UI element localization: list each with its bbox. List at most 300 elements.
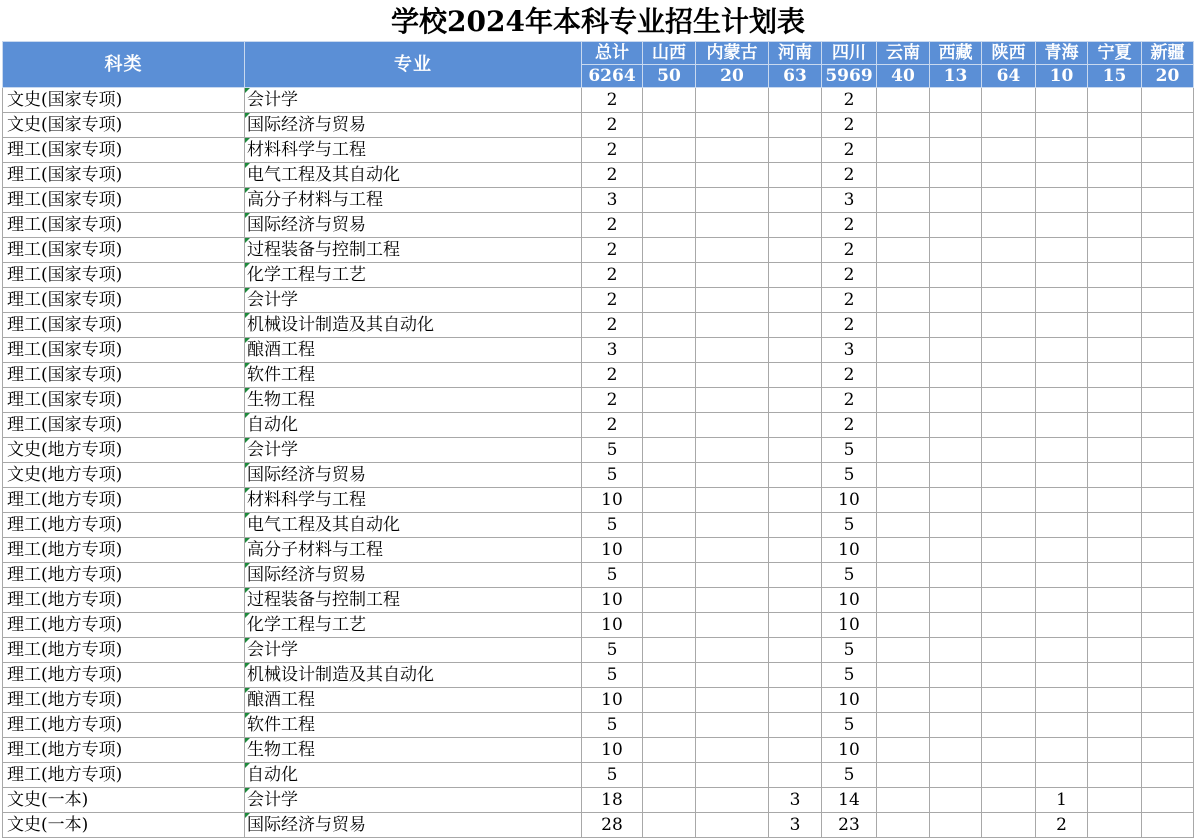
cell-value[interactable] — [1036, 213, 1088, 238]
cell-value[interactable] — [1088, 138, 1142, 163]
cell-value[interactable] — [769, 88, 822, 113]
cell-value[interactable] — [982, 738, 1036, 763]
cell-value[interactable] — [930, 313, 982, 338]
cell-value[interactable] — [982, 563, 1036, 588]
cell-value[interactable] — [930, 388, 982, 413]
cell-major[interactable]: 酿酒工程 — [245, 688, 582, 713]
cell-value[interactable] — [643, 613, 696, 638]
cell-value[interactable] — [1142, 763, 1194, 788]
cell-category[interactable]: 理工(国家专项) — [3, 363, 245, 388]
cell-value[interactable]: 2 — [582, 138, 643, 163]
cell-value[interactable] — [643, 338, 696, 363]
cell-value[interactable] — [769, 738, 822, 763]
cell-value[interactable] — [1088, 463, 1142, 488]
cell-value[interactable]: 5 — [822, 638, 877, 663]
cell-value[interactable] — [877, 738, 930, 763]
cell-value[interactable] — [643, 788, 696, 813]
cell-value[interactable] — [1088, 738, 1142, 763]
cell-value[interactable] — [877, 388, 930, 413]
cell-category[interactable]: 理工(国家专项) — [3, 388, 245, 413]
column-header-region[interactable]: 宁夏 — [1088, 42, 1142, 65]
cell-major[interactable]: 生物工程 — [245, 738, 582, 763]
cell-category[interactable]: 理工(地方专项) — [3, 688, 245, 713]
cell-category[interactable]: 理工(地方专项) — [3, 638, 245, 663]
cell-category[interactable]: 理工(国家专项) — [3, 413, 245, 438]
cell-value[interactable] — [696, 413, 769, 438]
cell-value[interactable]: 3 — [822, 338, 877, 363]
cell-category[interactable]: 文史(国家专项) — [3, 88, 245, 113]
cell-category[interactable]: 文史(一本) — [3, 813, 245, 838]
cell-value[interactable] — [930, 213, 982, 238]
cell-value[interactable]: 2 — [582, 363, 643, 388]
cell-value[interactable] — [930, 563, 982, 588]
cell-category[interactable]: 理工(国家专项) — [3, 138, 245, 163]
cell-value[interactable] — [877, 438, 930, 463]
cell-value[interactable] — [877, 813, 930, 838]
cell-value[interactable] — [643, 388, 696, 413]
cell-value[interactable] — [1088, 638, 1142, 663]
cell-major[interactable]: 自动化 — [245, 763, 582, 788]
cell-value[interactable] — [1142, 213, 1194, 238]
cell-value[interactable] — [877, 213, 930, 238]
cell-category[interactable]: 理工(国家专项) — [3, 238, 245, 263]
column-total-region[interactable]: 5969 — [822, 65, 877, 88]
cell-value[interactable] — [643, 238, 696, 263]
cell-value[interactable]: 2 — [582, 238, 643, 263]
cell-major[interactable]: 高分子材料与工程 — [245, 538, 582, 563]
cell-value[interactable] — [1088, 363, 1142, 388]
cell-value[interactable] — [877, 513, 930, 538]
cell-value[interactable]: 10 — [582, 488, 643, 513]
cell-value[interactable] — [1088, 538, 1142, 563]
cell-value[interactable] — [769, 363, 822, 388]
cell-value[interactable] — [1142, 663, 1194, 688]
cell-value[interactable] — [930, 363, 982, 388]
cell-value[interactable] — [930, 138, 982, 163]
column-header-category[interactable]: 科类 — [3, 42, 245, 88]
cell-value[interactable]: 5 — [822, 463, 877, 488]
cell-category[interactable]: 文史(一本) — [3, 788, 245, 813]
cell-value[interactable] — [643, 688, 696, 713]
cell-value[interactable] — [643, 488, 696, 513]
cell-value[interactable] — [930, 613, 982, 638]
cell-value[interactable] — [643, 538, 696, 563]
cell-value[interactable]: 2 — [822, 263, 877, 288]
cell-category[interactable]: 理工(地方专项) — [3, 663, 245, 688]
cell-value[interactable] — [982, 813, 1036, 838]
cell-value[interactable]: 10 — [822, 488, 877, 513]
cell-value[interactable] — [696, 563, 769, 588]
cell-value[interactable]: 2 — [582, 88, 643, 113]
cell-value[interactable] — [1142, 188, 1194, 213]
column-total-region[interactable]: 10 — [1036, 65, 1088, 88]
cell-major[interactable]: 软件工程 — [245, 363, 582, 388]
cell-value[interactable]: 5 — [582, 663, 643, 688]
cell-major[interactable]: 国际经济与贸易 — [245, 813, 582, 838]
cell-value[interactable] — [930, 438, 982, 463]
cell-value[interactable] — [769, 313, 822, 338]
cell-category[interactable]: 理工(地方专项) — [3, 613, 245, 638]
cell-category[interactable]: 理工(国家专项) — [3, 213, 245, 238]
cell-value[interactable] — [877, 688, 930, 713]
cell-value[interactable] — [1142, 488, 1194, 513]
cell-value[interactable] — [1036, 113, 1088, 138]
cell-value[interactable]: 3 — [769, 813, 822, 838]
cell-value[interactable] — [696, 513, 769, 538]
cell-value[interactable] — [769, 438, 822, 463]
cell-value[interactable]: 10 — [822, 613, 877, 638]
cell-major[interactable]: 高分子材料与工程 — [245, 188, 582, 213]
cell-value[interactable] — [982, 513, 1036, 538]
cell-value[interactable] — [643, 663, 696, 688]
cell-value[interactable]: 10 — [822, 538, 877, 563]
cell-value[interactable] — [696, 113, 769, 138]
cell-value[interactable] — [982, 113, 1036, 138]
column-total-region[interactable]: 13 — [930, 65, 982, 88]
cell-value[interactable] — [643, 363, 696, 388]
cell-value[interactable] — [982, 138, 1036, 163]
cell-major[interactable]: 会计学 — [245, 788, 582, 813]
cell-value[interactable]: 18 — [582, 788, 643, 813]
cell-value[interactable] — [1142, 613, 1194, 638]
cell-value[interactable] — [930, 538, 982, 563]
cell-value[interactable] — [877, 263, 930, 288]
cell-value[interactable]: 5 — [822, 663, 877, 688]
cell-value[interactable] — [930, 763, 982, 788]
cell-value[interactable] — [982, 763, 1036, 788]
cell-value[interactable] — [769, 213, 822, 238]
cell-value[interactable] — [930, 713, 982, 738]
cell-value[interactable] — [930, 588, 982, 613]
cell-value[interactable] — [1036, 313, 1088, 338]
column-total-region[interactable]: 63 — [769, 65, 822, 88]
cell-major[interactable]: 自动化 — [245, 413, 582, 438]
cell-major[interactable]: 酿酒工程 — [245, 338, 582, 363]
cell-value[interactable] — [1036, 188, 1088, 213]
cell-value[interactable] — [696, 213, 769, 238]
cell-value[interactable]: 2 — [822, 388, 877, 413]
cell-category[interactable]: 文史(国家专项) — [3, 113, 245, 138]
cell-value[interactable]: 5 — [582, 513, 643, 538]
cell-value[interactable] — [1088, 388, 1142, 413]
cell-value[interactable] — [1142, 638, 1194, 663]
cell-value[interactable] — [1088, 713, 1142, 738]
cell-major[interactable]: 化学工程与工艺 — [245, 263, 582, 288]
cell-value[interactable] — [1036, 238, 1088, 263]
cell-value[interactable] — [1088, 763, 1142, 788]
cell-major[interactable]: 材料科学与工程 — [245, 138, 582, 163]
cell-value[interactable] — [982, 313, 1036, 338]
cell-value[interactable] — [1088, 438, 1142, 463]
cell-value[interactable]: 2 — [822, 413, 877, 438]
cell-value[interactable] — [769, 238, 822, 263]
cell-value[interactable] — [1088, 213, 1142, 238]
cell-value[interactable] — [982, 588, 1036, 613]
cell-value[interactable]: 2 — [1036, 813, 1088, 838]
cell-value[interactable] — [769, 163, 822, 188]
cell-value[interactable] — [1142, 563, 1194, 588]
cell-value[interactable] — [877, 338, 930, 363]
cell-value[interactable]: 3 — [582, 338, 643, 363]
cell-value[interactable] — [877, 788, 930, 813]
cell-value[interactable]: 2 — [822, 138, 877, 163]
cell-value[interactable] — [643, 638, 696, 663]
cell-value[interactable] — [1142, 788, 1194, 813]
cell-value[interactable] — [1036, 713, 1088, 738]
cell-value[interactable] — [1036, 638, 1088, 663]
cell-value[interactable] — [769, 688, 822, 713]
cell-value[interactable]: 10 — [822, 588, 877, 613]
column-header-region[interactable]: 云南 — [877, 42, 930, 65]
column-header-region[interactable]: 山西 — [643, 42, 696, 65]
cell-major[interactable]: 国际经济与贸易 — [245, 563, 582, 588]
cell-value[interactable] — [1036, 488, 1088, 513]
cell-major[interactable]: 机械设计制造及其自动化 — [245, 313, 582, 338]
cell-value[interactable] — [696, 338, 769, 363]
cell-value[interactable] — [930, 663, 982, 688]
cell-value[interactable] — [1088, 313, 1142, 338]
cell-value[interactable] — [1142, 588, 1194, 613]
cell-value[interactable] — [696, 438, 769, 463]
cell-value[interactable]: 2 — [822, 288, 877, 313]
cell-value[interactable]: 3 — [582, 188, 643, 213]
cell-value[interactable] — [1142, 113, 1194, 138]
cell-value[interactable] — [930, 113, 982, 138]
cell-value[interactable] — [877, 563, 930, 588]
cell-value[interactable] — [1036, 763, 1088, 788]
cell-value[interactable] — [982, 688, 1036, 713]
cell-value[interactable] — [982, 188, 1036, 213]
cell-major[interactable]: 电气工程及其自动化 — [245, 513, 582, 538]
cell-value[interactable]: 5 — [582, 713, 643, 738]
cell-value[interactable] — [1142, 88, 1194, 113]
cell-major[interactable]: 化学工程与工艺 — [245, 613, 582, 638]
cell-value[interactable] — [643, 288, 696, 313]
cell-value[interactable] — [643, 113, 696, 138]
cell-value[interactable] — [1036, 438, 1088, 463]
cell-value[interactable] — [1142, 288, 1194, 313]
cell-value[interactable] — [982, 363, 1036, 388]
cell-value[interactable] — [1142, 513, 1194, 538]
cell-value[interactable] — [982, 638, 1036, 663]
cell-value[interactable] — [643, 138, 696, 163]
cell-value[interactable]: 2 — [582, 213, 643, 238]
cell-value[interactable]: 2 — [822, 238, 877, 263]
cell-value[interactable]: 10 — [582, 688, 643, 713]
cell-value[interactable] — [643, 163, 696, 188]
cell-major[interactable]: 国际经济与贸易 — [245, 113, 582, 138]
cell-value[interactable]: 28 — [582, 813, 643, 838]
cell-category[interactable]: 理工(国家专项) — [3, 338, 245, 363]
cell-value[interactable] — [982, 338, 1036, 363]
cell-value[interactable] — [877, 763, 930, 788]
cell-value[interactable] — [930, 738, 982, 763]
cell-value[interactable]: 5 — [582, 563, 643, 588]
cell-value[interactable]: 2 — [582, 288, 643, 313]
cell-value[interactable] — [769, 288, 822, 313]
cell-value[interactable] — [1088, 813, 1142, 838]
column-header-region[interactable]: 西藏 — [930, 42, 982, 65]
cell-value[interactable]: 10 — [582, 538, 643, 563]
cell-value[interactable] — [930, 163, 982, 188]
cell-value[interactable] — [1088, 613, 1142, 638]
cell-value[interactable] — [696, 463, 769, 488]
cell-value[interactable]: 10 — [582, 738, 643, 763]
cell-value[interactable] — [696, 388, 769, 413]
cell-major[interactable]: 过程装备与控制工程 — [245, 588, 582, 613]
cell-value[interactable]: 5 — [582, 763, 643, 788]
cell-value[interactable] — [982, 163, 1036, 188]
cell-value[interactable] — [930, 688, 982, 713]
cell-major[interactable]: 机械设计制造及其自动化 — [245, 663, 582, 688]
cell-value[interactable] — [643, 563, 696, 588]
cell-value[interactable]: 10 — [582, 588, 643, 613]
cell-value[interactable] — [1036, 388, 1088, 413]
cell-category[interactable]: 理工(国家专项) — [3, 313, 245, 338]
cell-value[interactable] — [877, 163, 930, 188]
cell-category[interactable]: 理工(地方专项) — [3, 538, 245, 563]
cell-value[interactable] — [930, 813, 982, 838]
cell-value[interactable] — [1142, 138, 1194, 163]
cell-value[interactable] — [696, 763, 769, 788]
cell-value[interactable]: 5 — [582, 463, 643, 488]
cell-category[interactable]: 理工(国家专项) — [3, 163, 245, 188]
cell-value[interactable] — [877, 188, 930, 213]
cell-value[interactable] — [1088, 163, 1142, 188]
cell-value[interactable] — [643, 213, 696, 238]
cell-category[interactable]: 理工(地方专项) — [3, 763, 245, 788]
cell-value[interactable]: 3 — [769, 788, 822, 813]
cell-value[interactable] — [1142, 338, 1194, 363]
cell-value[interactable] — [877, 413, 930, 438]
cell-value[interactable] — [877, 538, 930, 563]
cell-category[interactable]: 理工(国家专项) — [3, 263, 245, 288]
column-total-region[interactable]: 40 — [877, 65, 930, 88]
cell-category[interactable]: 理工(地方专项) — [3, 713, 245, 738]
cell-value[interactable] — [877, 613, 930, 638]
cell-value[interactable] — [1036, 338, 1088, 363]
cell-value[interactable] — [1036, 538, 1088, 563]
cell-value[interactable] — [769, 113, 822, 138]
cell-value[interactable] — [769, 138, 822, 163]
cell-value[interactable] — [769, 663, 822, 688]
cell-value[interactable] — [982, 788, 1036, 813]
cell-value[interactable] — [877, 488, 930, 513]
column-header-major[interactable]: 专业 — [245, 42, 582, 88]
cell-value[interactable] — [1142, 238, 1194, 263]
column-total-region[interactable]: 6264 — [582, 65, 643, 88]
column-header-region[interactable]: 总计 — [582, 42, 643, 65]
cell-category[interactable]: 文史(地方专项) — [3, 463, 245, 488]
cell-value[interactable] — [930, 188, 982, 213]
cell-category[interactable]: 理工(国家专项) — [3, 188, 245, 213]
cell-major[interactable]: 国际经济与贸易 — [245, 213, 582, 238]
cell-value[interactable] — [930, 513, 982, 538]
cell-value[interactable]: 5 — [822, 513, 877, 538]
cell-value[interactable] — [769, 338, 822, 363]
cell-value[interactable] — [930, 463, 982, 488]
cell-value[interactable]: 5 — [822, 438, 877, 463]
column-total-region[interactable]: 64 — [982, 65, 1036, 88]
cell-value[interactable] — [1088, 513, 1142, 538]
cell-value[interactable] — [930, 338, 982, 363]
cell-value[interactable] — [1036, 513, 1088, 538]
column-total-region[interactable]: 20 — [696, 65, 769, 88]
cell-value[interactable]: 2 — [822, 313, 877, 338]
cell-value[interactable] — [1036, 413, 1088, 438]
cell-value[interactable] — [643, 413, 696, 438]
cell-value[interactable] — [982, 413, 1036, 438]
cell-value[interactable]: 5 — [822, 563, 877, 588]
cell-value[interactable] — [877, 238, 930, 263]
cell-value[interactable]: 5 — [582, 438, 643, 463]
cell-value[interactable] — [982, 288, 1036, 313]
cell-value[interactable] — [696, 288, 769, 313]
cell-category[interactable]: 文史(地方专项) — [3, 438, 245, 463]
cell-value[interactable] — [769, 538, 822, 563]
cell-value[interactable]: 5 — [822, 713, 877, 738]
cell-value[interactable] — [769, 263, 822, 288]
cell-value[interactable] — [1088, 413, 1142, 438]
cell-value[interactable] — [1142, 263, 1194, 288]
cell-value[interactable] — [1142, 463, 1194, 488]
cell-value[interactable] — [696, 238, 769, 263]
cell-value[interactable] — [696, 813, 769, 838]
cell-value[interactable] — [877, 88, 930, 113]
cell-value[interactable] — [769, 513, 822, 538]
cell-value[interactable] — [1036, 138, 1088, 163]
cell-major[interactable]: 生物工程 — [245, 388, 582, 413]
cell-value[interactable] — [696, 613, 769, 638]
cell-value[interactable]: 2 — [822, 163, 877, 188]
column-header-region[interactable]: 内蒙古 — [696, 42, 769, 65]
cell-value[interactable] — [696, 588, 769, 613]
cell-value[interactable] — [643, 188, 696, 213]
cell-value[interactable] — [982, 488, 1036, 513]
cell-value[interactable] — [1142, 738, 1194, 763]
cell-value[interactable] — [1088, 688, 1142, 713]
cell-category[interactable]: 理工(地方专项) — [3, 513, 245, 538]
cell-value[interactable] — [1142, 413, 1194, 438]
cell-value[interactable]: 14 — [822, 788, 877, 813]
cell-value[interactable] — [1036, 613, 1088, 638]
cell-value[interactable] — [982, 713, 1036, 738]
cell-value[interactable] — [769, 388, 822, 413]
cell-value[interactable] — [877, 113, 930, 138]
cell-value[interactable] — [643, 463, 696, 488]
cell-value[interactable] — [643, 513, 696, 538]
cell-category[interactable]: 理工(地方专项) — [3, 488, 245, 513]
cell-value[interactable] — [696, 713, 769, 738]
cell-value[interactable] — [1088, 563, 1142, 588]
cell-value[interactable] — [930, 88, 982, 113]
cell-value[interactable] — [1142, 813, 1194, 838]
cell-value[interactable]: 10 — [822, 688, 877, 713]
cell-value[interactable] — [696, 788, 769, 813]
cell-value[interactable]: 2 — [822, 363, 877, 388]
cell-value[interactable] — [877, 138, 930, 163]
cell-value[interactable] — [696, 263, 769, 288]
cell-value[interactable]: 2 — [582, 113, 643, 138]
cell-value[interactable] — [877, 588, 930, 613]
cell-value[interactable] — [1036, 163, 1088, 188]
cell-category[interactable]: 理工(地方专项) — [3, 563, 245, 588]
cell-value[interactable] — [930, 488, 982, 513]
cell-value[interactable] — [877, 363, 930, 388]
cell-value[interactable] — [769, 613, 822, 638]
cell-value[interactable] — [769, 413, 822, 438]
cell-value[interactable] — [643, 713, 696, 738]
